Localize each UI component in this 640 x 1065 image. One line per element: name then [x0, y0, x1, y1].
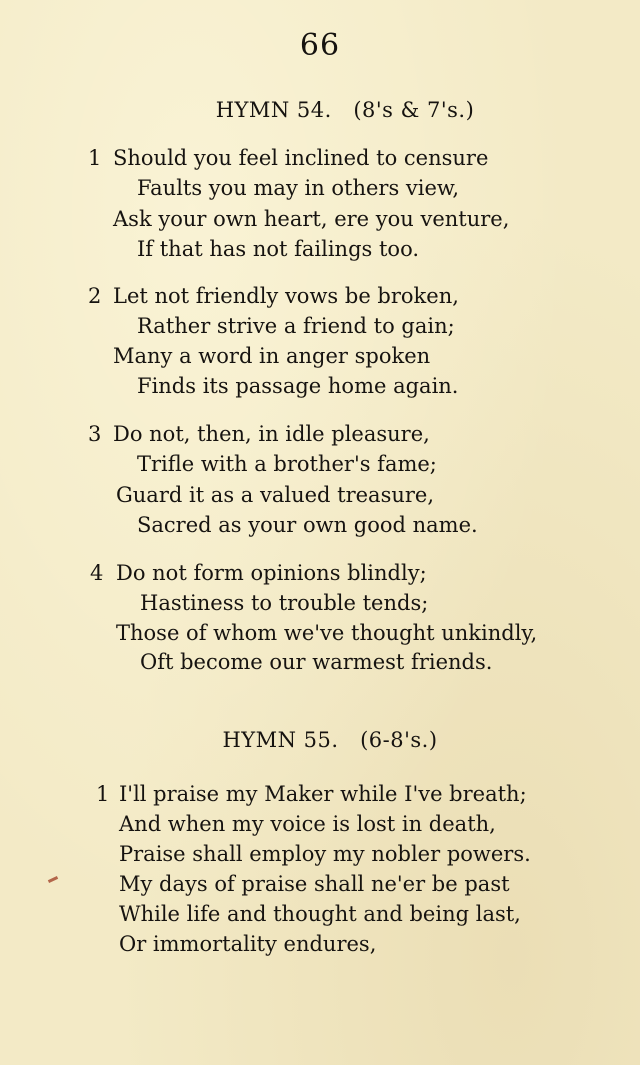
- verse-line: Oft become our warmest friends.: [140, 650, 493, 674]
- verse-line: Rather strive a friend to gain;: [137, 314, 455, 338]
- verse-line: Many a word in anger spoken: [113, 344, 431, 368]
- verse-line: Sacred as your own good name.: [137, 513, 478, 537]
- verse-line: Guard it as a valued treasure,: [116, 483, 435, 507]
- verse-line: Trifle with a brother's fame;: [137, 452, 437, 476]
- verse-line: Do not, then, in idle pleasure,: [113, 422, 430, 446]
- verse-line: Let not friendly vows be broken,: [113, 284, 459, 308]
- ink-mark: [48, 876, 58, 883]
- verse-line: Faults you may in others view,: [137, 176, 460, 200]
- verse-number: 1: [96, 782, 110, 806]
- hymn-55-heading: HYMN 55. (6-8's.): [222, 728, 438, 752]
- verse-line: Do not form opinions blindly;: [116, 561, 427, 585]
- verse-line: Hastiness to trouble tends;: [140, 591, 429, 615]
- verse-line: Finds its passage home again.: [137, 374, 459, 398]
- verse-line: Ask your own heart, ere you venture,: [113, 207, 510, 231]
- verse-number: 1: [88, 146, 102, 170]
- verse-line: Should you feel inclined to censure: [113, 146, 489, 170]
- verse-line: Praise shall employ my nobler powers.: [119, 842, 531, 866]
- verse-line: While life and thought and being last,: [119, 902, 521, 926]
- verse-line: Those of whom we've thought unkindly,: [116, 621, 538, 645]
- verse-number: 4: [90, 561, 104, 585]
- page-number: 66: [299, 28, 341, 63]
- verse-line: I'll praise my Maker while I've breath;: [119, 782, 527, 806]
- verse-number: 3: [88, 422, 102, 446]
- verse-line: Or immortality endures,: [119, 932, 377, 956]
- hymn-54-heading: HYMN 54. (8's & 7's.): [215, 98, 475, 122]
- verse-line: If that has not failings too.: [137, 237, 420, 261]
- verse-number: 2: [88, 284, 102, 308]
- verse-line: And when my voice is lost in death,: [119, 812, 496, 836]
- verse-line: My days of praise shall ne'er be past: [119, 872, 510, 896]
